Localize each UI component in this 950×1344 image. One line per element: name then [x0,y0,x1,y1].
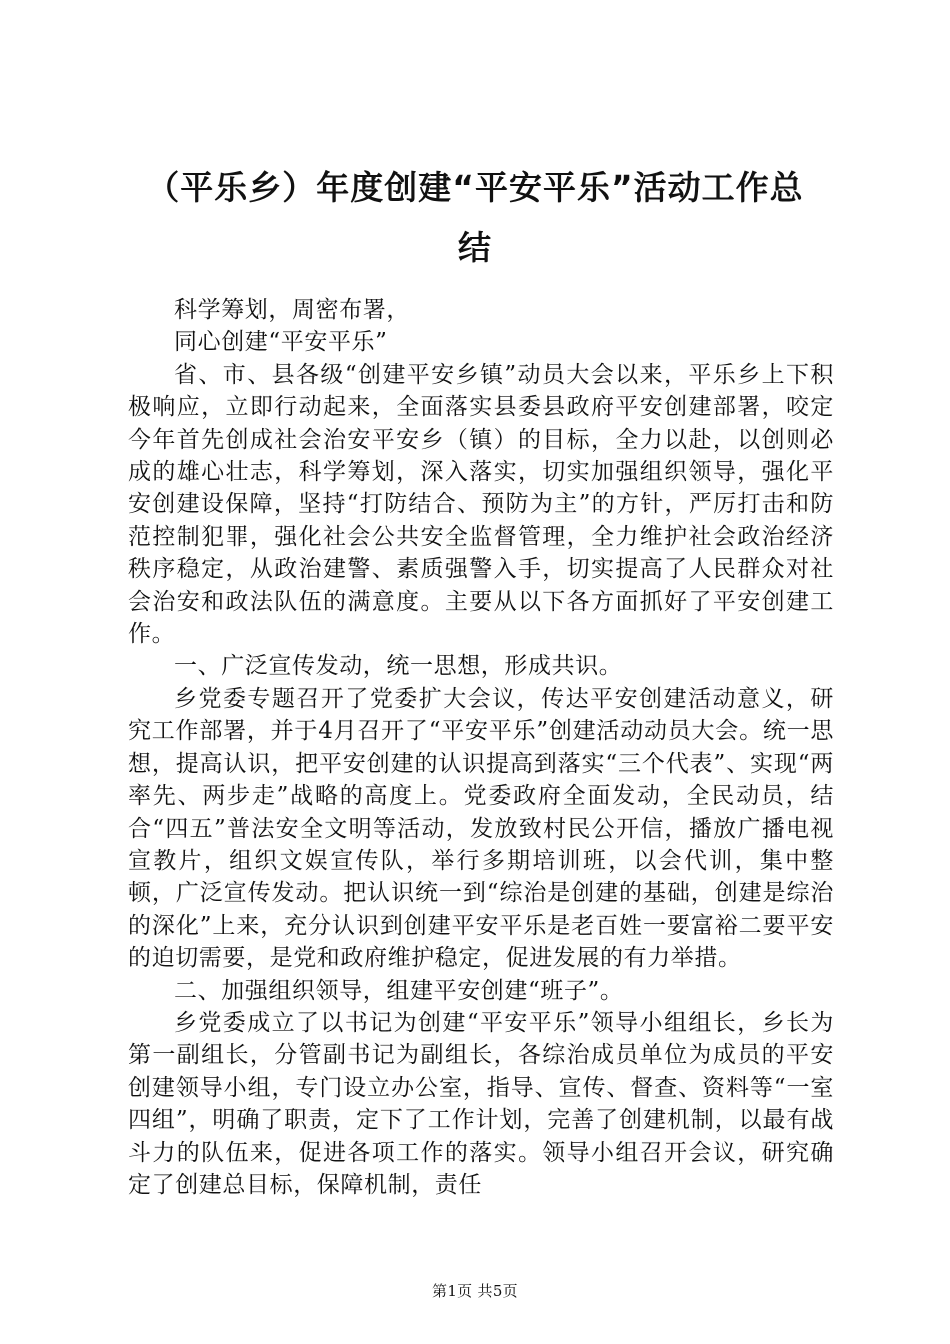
section-heading-1: 一、广泛宣传发动，统一思想，形成共识。 [174,653,623,680]
document-title-line-2: 结 [458,228,492,267]
paragraph-section-1: 乡党委专题召开了党委扩大会议，传达平安创建活动意义，研究工作部署，并于4月召开了“平安平乐”创建活动动员大会。统一思想，提高认识，把平安创建的认识提高到落实“三个代表”、实现“两率先、两步走”战略的高度上。党委政府全面发动，全民动员，结合“四五”普法安全文明等活动，发放致村民公开信，播放广播电视宣教片，组织文娱宣传队，举行多期培训班，以会代训，集中整顿，广泛宣传发动。把认识统一到“综治是创建的基础，创建是综治的深化”上来，充分认识到创建平安平乐是老百姓一要富裕二要平安的迫切需要，是党和政府维护稳定，促进发展的有力举措。 [128,685,834,972]
page-footer: 第1页 共5页 [432,1282,518,1300]
paragraph-section-2: 乡党委成立了以书记为创建“平安平乐”领导小组组长，乡长为第一副组长，分管副书记为副组长，各综治成员单位为成员的平安创建领导小组，专门设立办公室，指导、宣传、督查、资料等“一室四组”，明确了职责，定下了工作计划，完善了创建机制，以最有战斗力的队伍来，促进各项工作的落实。领导小组召开会议，研究确定了创建总目标，保障机制，责任 [128,1009,834,1198]
subtitle-line-1: 科学筹划，周密布署， [174,297,410,323]
paragraph-intro: 省、市、县各级“创建平安乡镇”动员大会以来，平乐乡上下积极响应，立即行动起来，全面落实县委县政府平安创建部署，咬定今年首先创成社会治安平安乡（镇）的目标，全力以赴，以创则必成的雄心壮志，科学筹划，深入落实，切实加强组织领导，强化平安创建设保障，坚持“打防结合、预防为主”的方针，严厉打击和防范控制犯罪，强化社会公共安全监督管理，全力维护社会政治经济秩序稳定，从政治建警、素质强警入手，切实提高了人民群众对社会治安和政法队伍的满意度。主要从以下各方面抓好了平安创建工作。 [128,361,834,648]
document-body [128,294,834,1201]
section-heading-2: 二、加强组织领导，组建平安创建“班子”。 [174,977,624,1004]
subtitle-line-2: 同心创建“平安平乐” [174,329,388,356]
document-title-line-1: （平乐乡）年度创建“平安平乐”活动工作总 [146,168,804,207]
